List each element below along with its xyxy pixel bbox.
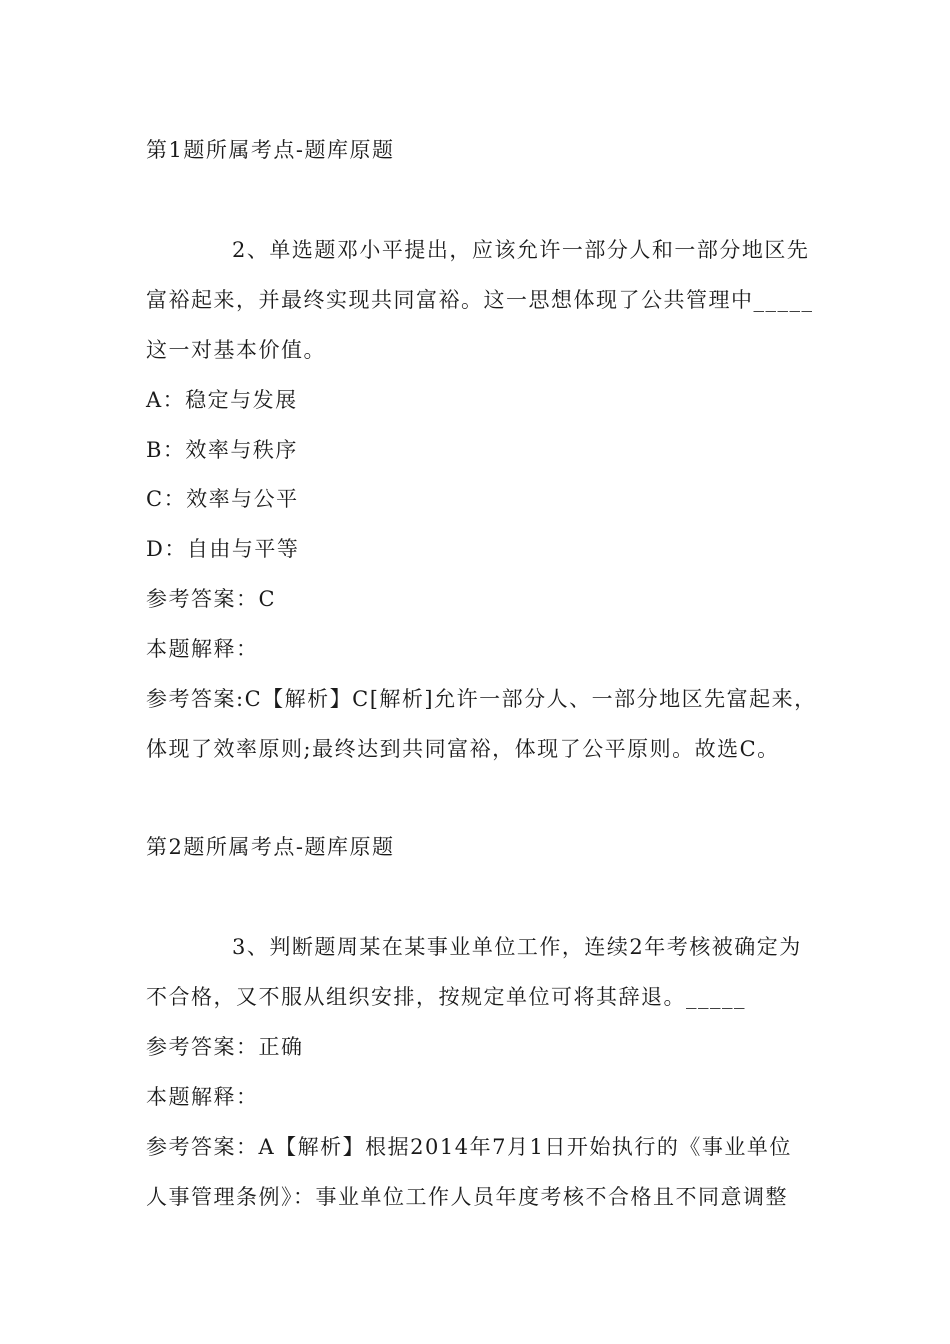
q1-answer: 参考答案：C — [146, 587, 277, 611]
q1-source-label: 第1题所属考点-题库原题 — [146, 138, 395, 162]
q2-explain-line-1: 参考答案：A【解析】根据2014年7月1日开始执行的《事业单位 — [146, 1135, 792, 1159]
q2-source-label: 第2题所属考点-题库原题 — [146, 835, 395, 859]
q2-stem-line-1: 3、判断题周某在某事业单位工作，连续2年考核被确定为 — [232, 935, 802, 959]
q1-explain-line-2: 体现了效率原则;最终达到共同富裕，体现了公平原则。故选C。 — [146, 737, 780, 761]
q1-option-a: A：稳定与发展 — [146, 388, 298, 412]
q1-option-c: C：效率与公平 — [146, 487, 299, 511]
q1-explain-label: 本题解释： — [146, 637, 259, 661]
q1-stem-line-3: 这一对基本价值。 — [146, 338, 326, 362]
q1-stem-line-1: 2、单选题邓小平提出，应该允许一部分人和一部分地区先 — [232, 238, 810, 262]
q2-explain-label: 本题解释： — [146, 1085, 259, 1109]
q1-option-d: D：自由与平等 — [146, 537, 300, 561]
q2-answer: 参考答案：正确 — [146, 1035, 304, 1059]
q2-stem-line-2: 不合格，又不服从组织安排，按规定单位可将其辞退。_____ — [146, 985, 746, 1009]
q1-explain-line-1: 参考答案:C【解析】C[解析]允许一部分人、一部分地区先富起来， — [146, 687, 817, 711]
q2-explain-line-2: 人事管理条例》：事业单位工作人员年度考核不合格且不同意调整 — [146, 1185, 788, 1209]
q1-stem-line-2: 富裕起来，并最终实现共同富裕。这一思想体现了公共管理中_____ — [146, 288, 814, 312]
q1-option-b: B：效率与秩序 — [146, 438, 298, 462]
